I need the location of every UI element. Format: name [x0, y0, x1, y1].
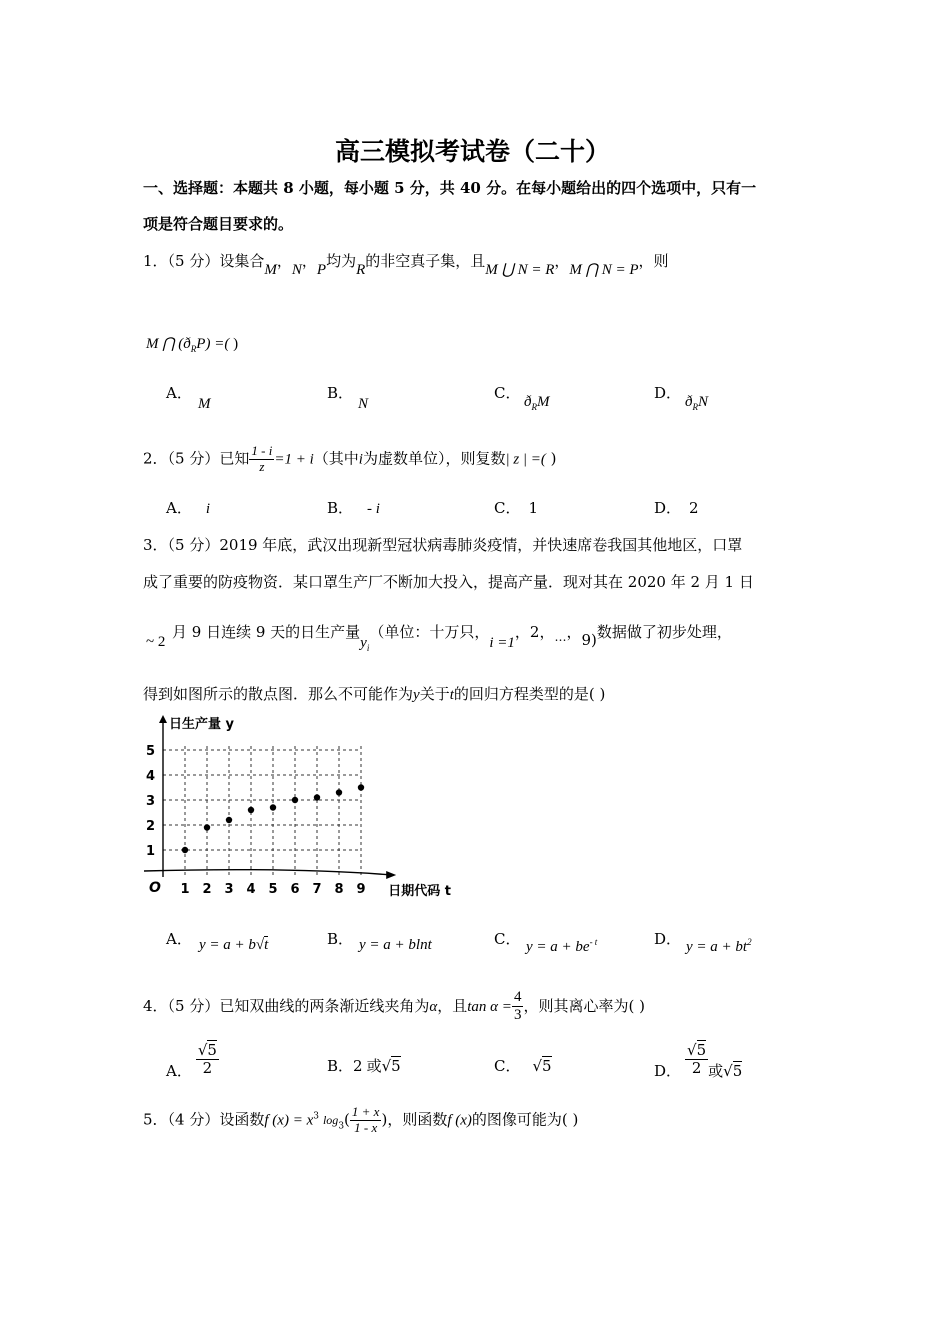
- option-value: - i: [367, 501, 380, 517]
- question-3-line1: [143, 534, 742, 555]
- q1-option-D-value: [685, 394, 708, 412]
- q2-option-B: [327, 497, 380, 518]
- q2-option-D: [654, 497, 699, 518]
- option-label: B．: [327, 499, 354, 517]
- function-expr: f (x): [447, 1112, 472, 1129]
- option-label: B．: [327, 384, 354, 402]
- q1-option-A: [166, 382, 192, 403]
- fraction-denominator: 2: [691, 1059, 702, 1078]
- option-value: 2: [689, 499, 699, 517]
- question-1-expression: [146, 334, 238, 354]
- q2-option-A: [166, 497, 210, 518]
- q1-option-B: [327, 382, 353, 403]
- x-tick-label: 5: [268, 882, 278, 897]
- data-point: [248, 807, 254, 813]
- q1-sep: ，: [554, 252, 570, 270]
- complement-symbol: ð: [685, 394, 693, 410]
- fraction-numerator: 1 + x: [351, 1104, 380, 1119]
- sqrt5-over-2: [685, 1042, 708, 1078]
- x-tick-label: 3: [224, 882, 234, 897]
- y-symbol: y: [413, 687, 420, 703]
- option-value: y = a + be: [526, 939, 590, 955]
- set-N: N: [291, 262, 302, 278]
- radicand: 5: [732, 1061, 743, 1080]
- x-tick-label: 2: [202, 882, 212, 897]
- fraction-denominator: 1 - x: [354, 1119, 378, 1135]
- sqrt5-over-2: [196, 1042, 219, 1078]
- option-value: y = a + b: [199, 937, 256, 953]
- q1-option-C-value: [524, 394, 550, 412]
- radicand: 5: [696, 1041, 707, 1059]
- q3-tilde-2: ~ 2: [146, 634, 166, 650]
- x-tick-label: 7: [312, 882, 322, 897]
- fraction: [350, 1105, 382, 1136]
- q4-option-D: D． $\frac{√5}{2}$ 或√5: [654, 1041, 743, 1080]
- option-label: D．: [654, 384, 682, 402]
- q3-option-A: A．: [166, 930, 192, 948]
- fraction-numerator: √5: [687, 1041, 707, 1059]
- x-tick-label: 6: [290, 882, 300, 897]
- fraction-numerator: √5: [197, 1041, 217, 1059]
- answer-blank: ): [634, 996, 645, 1015]
- data-point: [292, 797, 298, 803]
- page-title: 高三模拟考试卷（二十）: [335, 137, 611, 166]
- q3-text: 月 9 日连续 9 天的日生产量: [172, 623, 361, 641]
- expr-part: M ⋂ (ð: [146, 336, 191, 352]
- t-symbol: t: [449, 687, 454, 703]
- data-point: [314, 794, 320, 800]
- question-score: （5 分）: [167, 252, 220, 270]
- y-symbol: y: [360, 635, 367, 651]
- origin-label: O: [149, 880, 161, 896]
- q4-option-B: B．2 或√5: [327, 1057, 401, 1075]
- question-number: 4．: [143, 996, 168, 1015]
- log-base: 3: [338, 1121, 345, 1132]
- intersection-expr: M ⋂ N = P: [569, 262, 639, 278]
- x-tick-label: 1: [180, 882, 190, 897]
- y-tick-label: 3: [145, 794, 155, 809]
- expr-sub: R: [190, 344, 197, 354]
- q2-option-C: [494, 497, 538, 518]
- q2-text: （其中: [313, 449, 359, 468]
- question-score: （5 分）: [167, 996, 220, 1015]
- option-label: C．: [494, 499, 521, 517]
- x-axis-label: 日期代码 t: [388, 884, 451, 899]
- answer-blank: ): [594, 685, 606, 703]
- exponent: - t: [589, 937, 598, 947]
- alpha-symbol: α: [429, 998, 438, 1015]
- q1-text: 的非空真子集，且: [365, 252, 486, 270]
- answer-blank: ): [545, 449, 557, 468]
- answer-blank: ): [567, 1110, 579, 1129]
- q5-text: ，则函数: [387, 1110, 448, 1129]
- question-score: （5 分）: [167, 449, 220, 468]
- data-point: [336, 789, 342, 795]
- option-value: 1: [528, 499, 539, 517]
- data-point: [270, 804, 276, 810]
- fraction-denominator: 3: [513, 1007, 522, 1024]
- data-point: [182, 847, 188, 853]
- option-value: i: [205, 501, 211, 517]
- option-value: M: [537, 394, 550, 410]
- set-P: P: [316, 262, 327, 278]
- ellipsis: …: [554, 630, 567, 644]
- question-4: [143, 989, 645, 1025]
- x-axis: [144, 870, 392, 875]
- fraction-denominator: z: [259, 458, 265, 474]
- question-5: [143, 1105, 578, 1136]
- y-axis-arrow: [159, 715, 167, 723]
- q1-text: ，则: [638, 252, 669, 270]
- q1-sep: ，: [301, 252, 317, 270]
- fraction-numerator: 4: [512, 989, 524, 1007]
- fraction: [512, 989, 524, 1025]
- question-3-line4: [143, 683, 605, 704]
- radicand: 5: [542, 1057, 552, 1075]
- y-axis-label: 日生产量 y: [169, 717, 235, 732]
- abs-z: | z | =(: [505, 451, 546, 468]
- y-tick-label: 4: [145, 769, 155, 784]
- radicand: 5: [391, 1057, 401, 1075]
- section-heading-line1: 一、选择题：本题共 8 小题，每小题 5 分，共 40 分。在每小题给出的四个选项中，只有一: [143, 179, 757, 197]
- x-axis-arrow: [386, 871, 396, 879]
- option-label: B．: [327, 1057, 354, 1075]
- q3-text: ，2，: [514, 623, 555, 641]
- log-symbol: log: [322, 1113, 339, 1128]
- x-tick-label: 9: [356, 882, 366, 897]
- q1-option-A-value: M: [198, 396, 211, 412]
- paren: (: [344, 1110, 350, 1129]
- set-R: R: [356, 262, 366, 278]
- q5-text: 的图像可能为(: [471, 1110, 568, 1129]
- x-tick-label: 4: [246, 882, 256, 897]
- q3-option-C: C．: [494, 930, 521, 948]
- q4-option-C: C． √5: [494, 1057, 552, 1075]
- option-label: D．: [654, 1061, 682, 1080]
- q1-option-C: [494, 382, 520, 403]
- q3-text: 2019 年底，武汉出现新型冠状病毒肺炎疫情，并快速席卷我国其他地区，口罩: [219, 536, 743, 554]
- q3-text: 的回归方程类型的是(: [453, 685, 595, 703]
- answer-blank: ): [229, 336, 239, 352]
- option-value: N: [698, 394, 709, 410]
- q4-text: 已知双曲线的两条渐近线夹角为: [219, 996, 430, 1015]
- q1-text: 均为: [326, 252, 357, 270]
- exponent: 3: [313, 1111, 319, 1122]
- union-expr: M ⋃ N = R: [485, 262, 555, 278]
- q3-text: 数据做了初步处理，: [596, 623, 732, 641]
- q3-option-A-value: y = a + b√t: [199, 937, 269, 953]
- y-i: [360, 635, 369, 651]
- y-sub: i: [366, 643, 370, 653]
- option-label: A．: [166, 1061, 192, 1080]
- complement-sub: R: [531, 402, 537, 412]
- data-point: [226, 817, 232, 823]
- q3-text: 得到如图所示的散点图．那么不可能作为: [143, 685, 414, 703]
- q3-option-C-value: [526, 937, 597, 956]
- or-word: 或: [366, 1057, 382, 1075]
- q3-text: （单位：十万只，: [369, 623, 490, 641]
- radicand: t: [264, 937, 269, 953]
- q3-option-D: D．: [654, 930, 682, 948]
- paren: ): [381, 1110, 388, 1129]
- question-2: [143, 444, 557, 475]
- question-3-line2: 成了重要的防疫物资．某口罩生产厂不断加大投入，提高产量．现对其在 2020 年 2 月 1 日: [143, 573, 754, 591]
- question-score: （4 分）: [167, 1110, 220, 1129]
- question-number: 3．: [143, 536, 168, 554]
- data-point: [358, 784, 364, 790]
- question-3-line3: [172, 621, 732, 653]
- section-heading-line2: 项是符合题目要求的。: [143, 215, 294, 233]
- q1-text: 设集合: [219, 252, 265, 270]
- question-1-line1: [143, 250, 669, 278]
- fraction-denominator: 2: [202, 1059, 213, 1078]
- option-label: A．: [166, 384, 192, 402]
- question-number: 2．: [143, 449, 168, 468]
- q4-text: ，且: [437, 996, 468, 1015]
- question-score: （5 分）: [167, 536, 220, 554]
- y-tick-label: 2: [145, 819, 155, 834]
- option-label: D．: [654, 499, 682, 517]
- option-value: y = a + bt: [686, 939, 748, 955]
- y-tick-label: 5: [145, 744, 155, 759]
- imaginary-unit: i: [358, 451, 363, 468]
- q1-option-D: [654, 382, 681, 403]
- y-tick-label: 1: [145, 844, 155, 859]
- q2-text: 为虚数单位），则复数: [362, 449, 506, 468]
- question-number: 5．: [143, 1110, 168, 1129]
- set-M: M: [264, 262, 277, 278]
- i-eq: i =1: [489, 635, 515, 651]
- option-label: A．: [166, 499, 192, 517]
- fraction-numerator: 1 - i: [251, 443, 273, 458]
- x-tick-label: 8: [334, 882, 344, 897]
- q3-option-B-value: y = a + blnt: [359, 937, 432, 953]
- q3-option-B: B．: [327, 930, 354, 948]
- fraction: [249, 444, 274, 475]
- question-number: 1．: [143, 252, 168, 270]
- q4-text: ，则其离心率为(: [523, 996, 635, 1015]
- option-label: C．: [494, 1057, 521, 1075]
- expr-part: P) =(: [196, 336, 230, 352]
- option-label: C．: [494, 384, 521, 402]
- scatter-chart: [140, 712, 470, 902]
- equation: =1 + i: [274, 451, 314, 468]
- tan-expr: tan α =: [467, 998, 512, 1015]
- q1-option-B-value: N: [358, 396, 369, 412]
- q1-sep: ，: [276, 252, 292, 270]
- q5-text: 设函数: [219, 1110, 265, 1129]
- q4-option-A: [166, 1042, 219, 1078]
- function-expr: f (x) = x: [264, 1112, 314, 1129]
- radicand: 5: [207, 1041, 217, 1059]
- exponent: 2: [747, 937, 752, 947]
- q3-text: 关于: [419, 685, 450, 703]
- nine: 9): [581, 631, 597, 649]
- or-word: 或: [708, 1061, 724, 1080]
- q3-option-D-value: [686, 937, 752, 956]
- q2-text: 已知: [219, 449, 250, 468]
- complement-sub: R: [692, 402, 698, 412]
- option-value: 2: [353, 1057, 363, 1075]
- q3-text: ，: [566, 623, 582, 641]
- complement-symbol: ð: [524, 394, 532, 410]
- data-point: [204, 824, 210, 830]
